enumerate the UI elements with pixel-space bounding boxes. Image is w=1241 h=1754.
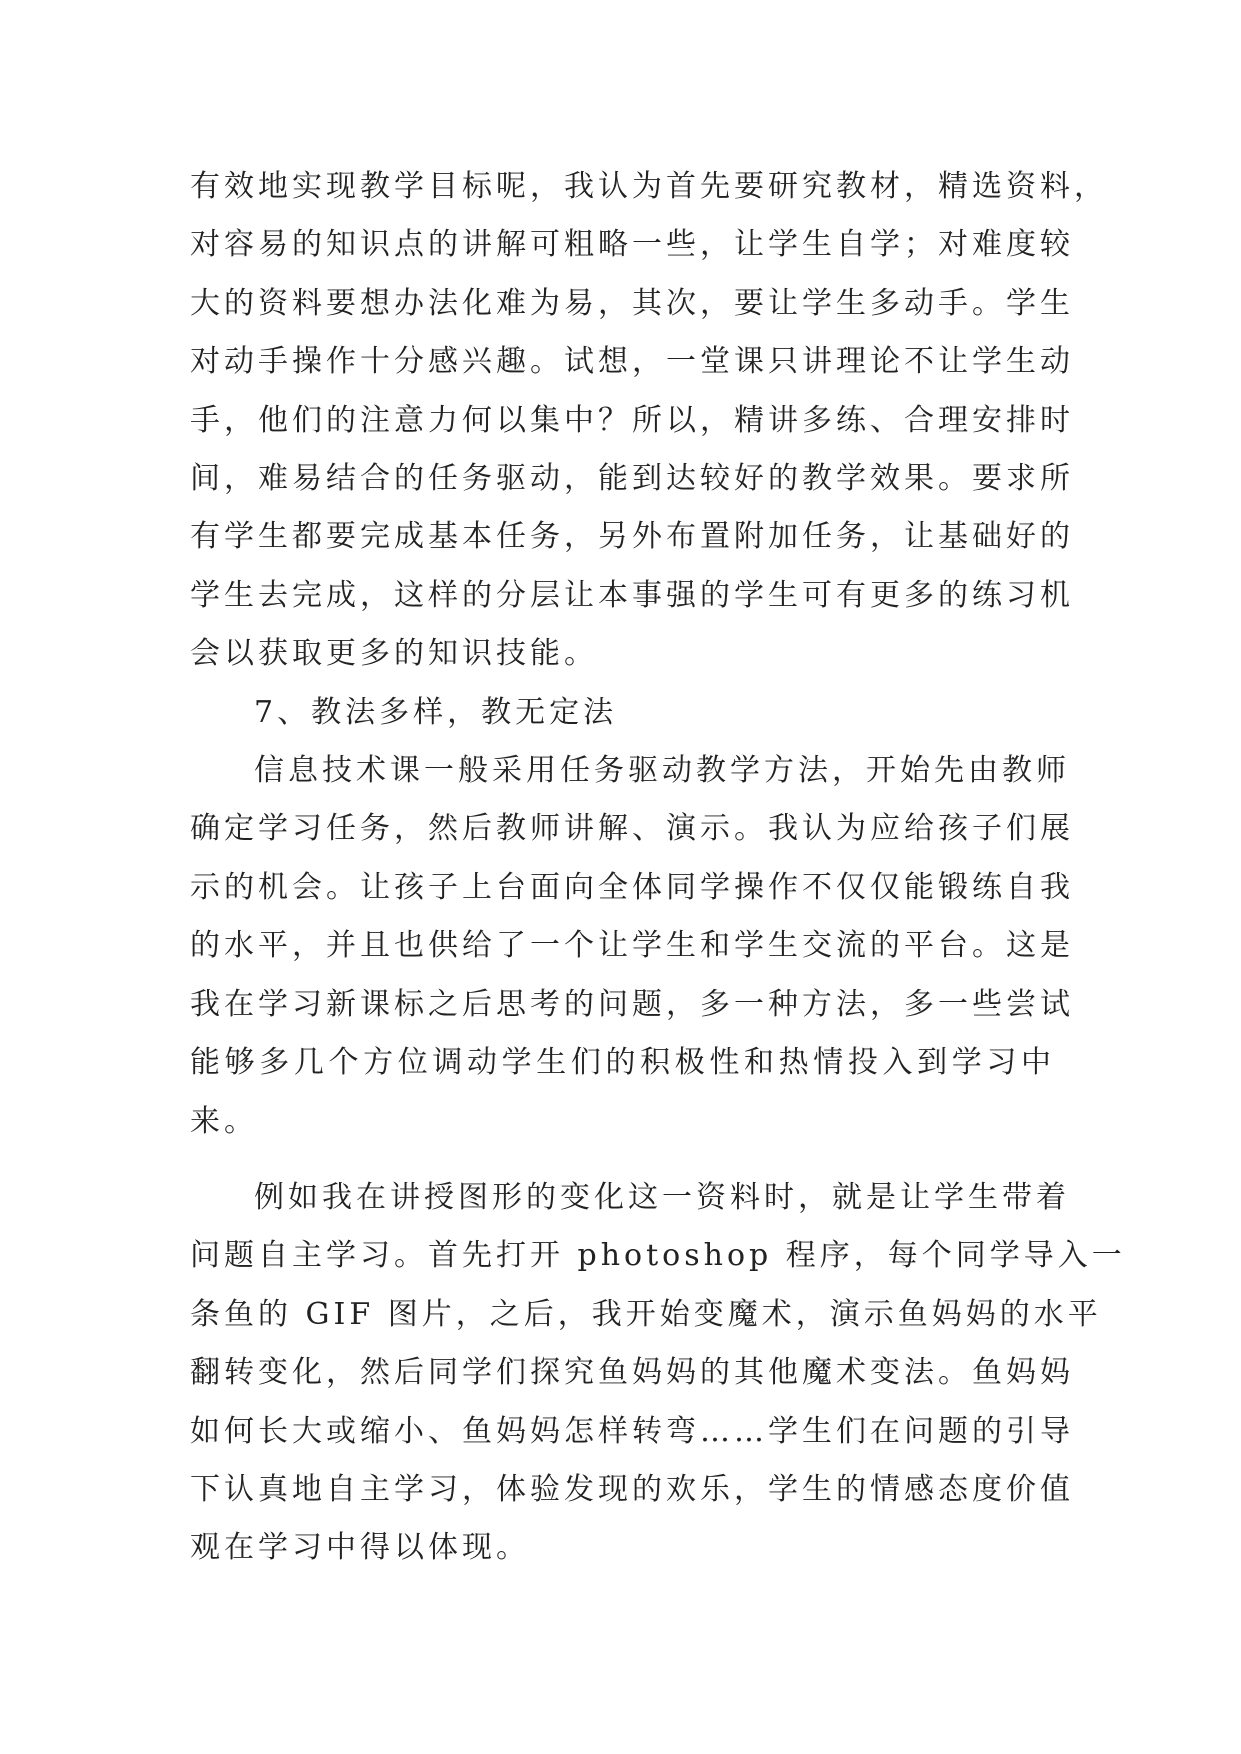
text-line: 对容易的知识点的讲解可粗略一些，让学生自学；对难度较	[190, 227, 1074, 263]
paragraph-4	[190, 1169, 1126, 1578]
text-line: 能够多几个方位调动学生们的积极性和热情投入到学习中	[190, 1045, 1055, 1081]
text-line: 我在学习新课标之后思考的问题，多一种方法，多一些尝试	[190, 986, 1074, 1022]
text-line: 翻转变化，然后同学们探究鱼妈妈的其他魔术变法。鱼妈妈	[190, 1355, 1074, 1391]
text-line: 确定学习任务，然后教师讲解、演示。我认为应给孩子们展	[190, 811, 1074, 847]
text-line: 会以获取更多的知识技能。	[190, 636, 598, 672]
text-line: 的水平，并且也供给了一个让学生和学生交流的平台。这是	[190, 928, 1074, 964]
text-line: 有学生都要完成基本任务，另外布置附加任务，让基础好的	[190, 519, 1074, 555]
text-line: 问题自主学习。首先打开 photoshop 程序，每个同学导入一	[190, 1238, 1126, 1274]
text-line: 有效地实现教学目标呢，我认为首先要研究教材，精选资料，	[190, 169, 1108, 204]
text-line: 间，难易结合的任务驱动，能到达较好的教学效果。要求所	[190, 461, 1074, 497]
text-line: 条鱼的 GIF 图片，之后，我开始变魔术，演示鱼妈妈的水平	[190, 1296, 1102, 1332]
document-body	[190, 158, 1126, 1578]
text-line: 例如我在讲授图形的变化这一资料时，就是让学生带着	[254, 1179, 1070, 1215]
text-line: 信息技术课一般采用任务驱动教学方法，开始先由教师	[254, 753, 1070, 789]
paragraph-3	[190, 742, 1074, 1151]
text-line: 下认真地自主学习，体验发现的欢乐，学生的情感态度价值	[190, 1471, 1074, 1507]
text-line: 手，他们的注意力何以集中？所以，精讲多练、合理安排时	[190, 402, 1074, 438]
heading-text: 7、教法多样，教无定法	[254, 694, 618, 730]
text-line: 示的机会。让孩子上台面向全体同学操作不仅仅能锻练自我	[190, 869, 1074, 905]
section-heading	[190, 684, 1055, 742]
text-line: 对动手操作十分感兴趣。试想，一堂课只讲理论不让学生动	[190, 344, 1074, 380]
text-line: 观在学习中得以体现。	[190, 1530, 530, 1566]
text-line: 来。	[190, 1103, 258, 1139]
text-line: 大的资料要想办法化难为易，其次，要让学生多动手。学生	[190, 285, 1074, 321]
paragraph-spacing	[190, 1151, 1055, 1169]
paragraph-1	[190, 158, 1108, 684]
text-line: 学生去完成，这样的分层让本事强的学生可有更多的练习机	[190, 577, 1074, 613]
text-line: 如何长大或缩小、鱼妈妈怎样转弯……学生们在问题的引导	[190, 1413, 1074, 1449]
